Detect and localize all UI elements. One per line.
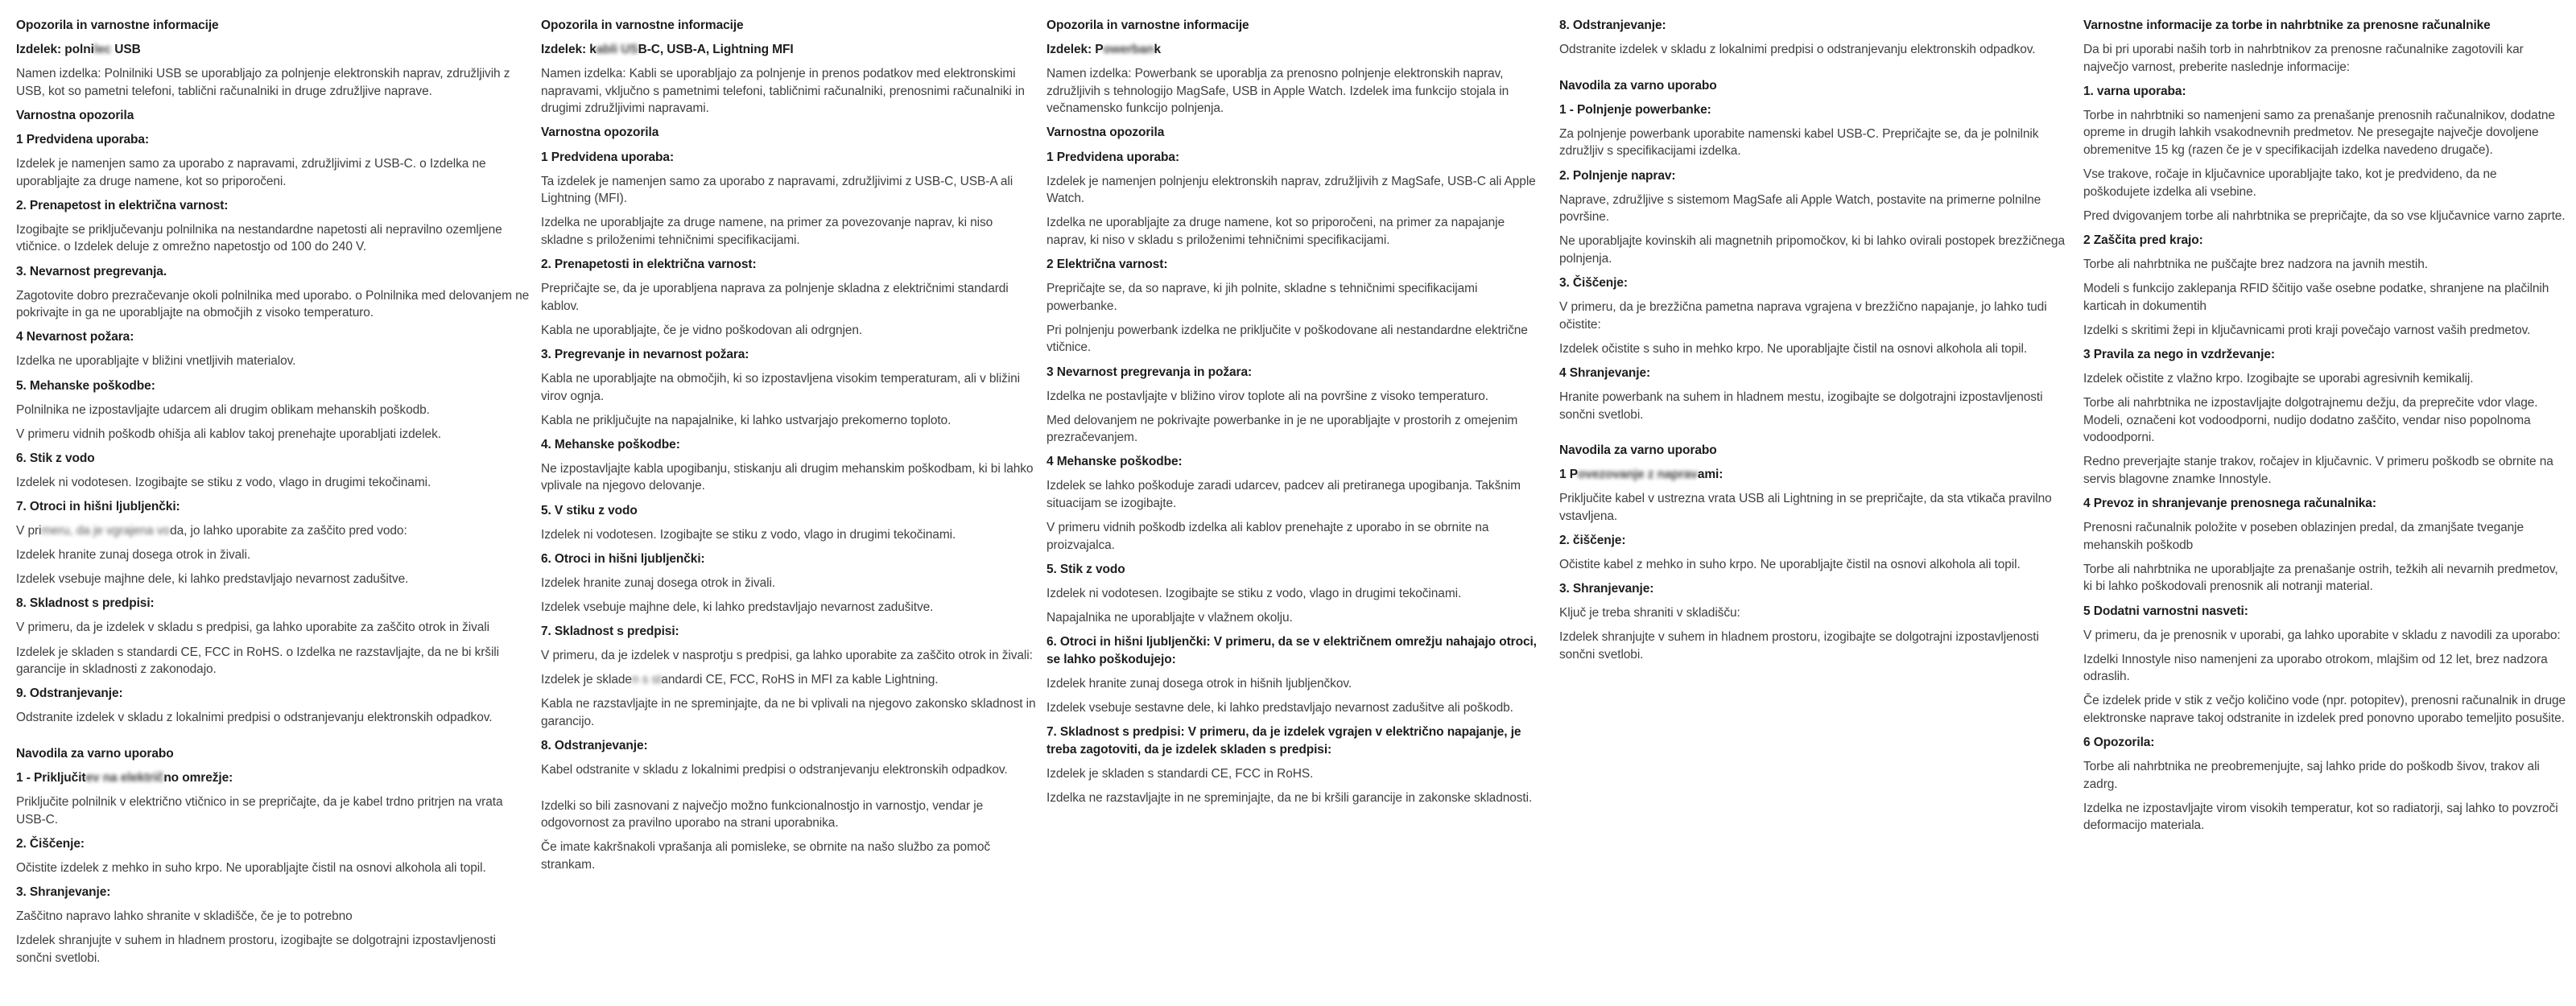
- section-heading: 5 Dodatni varnostni nasveti:: [2083, 604, 2248, 618]
- paragraph: Namen izdelka: Kabli se uporabljajo za polnjenje in prenos podatkov med elektronskimi napravami, vključno s pametnimi telefoni, tabličnimi računalniki, prenosnimi računalniki in drugimi združljivimi napravami.: [541, 67, 1025, 116]
- paragraph: Očistite izdelek z mehko in suho krpo. Ne uporabljajte čistil na osnovi alkohola ali topil.: [16, 860, 486, 875]
- section-heading: 5. Stik z vodo: [1046, 562, 1125, 576]
- section-heading: Varnostna opozorila: [1046, 126, 1165, 140]
- section-heading: Varnostna opozorila: [541, 126, 659, 140]
- section-heading: Opozorila in varnostne informacije: [16, 19, 219, 32]
- paragraph: Pred dvigovanjem torbe ali nahrbtnika se prepričajte, da so vse ključavnice varno zaprte.: [2083, 208, 2566, 223]
- blurred-text: owerban: [1103, 43, 1154, 57]
- paragraph: Če izdelek pride v stik z večjo količino vode (npr. potopitev), prenosni računalnik in druge elektronske naprave takoj odstranite in izdelek pred ponovno uporabo temeljito posušite.: [2083, 694, 2566, 725]
- section-heading: Izdelek: kabli USB-C, USB-A, Lightning MFI: [541, 43, 794, 57]
- paragraph: Izdelka ne uporabljajte za druge namene, kot so priporočeni, na primer za napajanje naprav, ki niso v skladu s priloženimi tehničnimi specifikacijami.: [1046, 216, 1505, 247]
- paragraph: Ključ je treba shraniti v skladišču:: [1559, 606, 1740, 621]
- paragraph: Prepričajte se, da je uporabljena naprava za polnjenje skladna z električnimi standardi kablov.: [541, 282, 1009, 313]
- section-heading: 8. Skladnost s predpisi:: [16, 596, 155, 611]
- section-heading: Izdelek: Powerbank: [1046, 43, 1162, 57]
- paragraph: Ta izdelek je namenjen samo za uporabo z napravami, združljivimi z USB-C, USB-A ali Lightning (MFI).: [541, 174, 1013, 206]
- paragraph: Izdelek je skladen s standardi CE, FCC, RoHS in MFI za kable Lightning.: [541, 673, 939, 687]
- paragraph: Redno preverjajte stanje trakov, ročajev in ključavnic. V primeru poškodb se obrnite na servis blagovne znamke Innostyle.: [2083, 455, 2553, 486]
- paragraph: Polnilnika ne izpostavljajte udarcem ali drugim oblikam mehanskih poškodb.: [16, 402, 430, 417]
- section-heading: 1 Predvidena uporaba:: [16, 132, 150, 146]
- paragraph: Namen izdelka: Polnilniki USB se uporabljajo za polnjenje elektronskih naprav, združljivih z USB, kot so pametni telefoni, tablični računalniki in druge združljive naprave.: [16, 67, 510, 98]
- paragraph: Izdelka ne uporabljajte za druge namene, na primer za povezovanje naprav, ki niso skladne s priloženimi tehničnimi specifikacijami.: [541, 216, 993, 247]
- section-heading: Opozorila in varnostne informacije: [541, 19, 744, 32]
- blurred-text: abli US: [596, 43, 638, 57]
- blurred-text: lec: [93, 43, 112, 57]
- paragraph: Kabla ne razstavljajte in ne spreminjajte, da ne bi vplivali na njegovo zakonsko skladnost in garancijo.: [541, 697, 1036, 728]
- blurred-text: meru, da je vgrajena vo: [41, 524, 171, 538]
- section-heading: Izdelek: polnilec USB: [16, 43, 141, 57]
- paragraph: V primeru vidnih poškodb izdelka ali kablov prenehajte z uporabo in se obrnite na proizvajalca.: [1046, 521, 1489, 552]
- paragraph: Ne izpostavljajte kabla upogibanju, stiskanju ali drugim mehanskim poškodbam, ki bi lahko vplivale na njegovo delovanje.: [541, 461, 1034, 493]
- paragraph: Izdelek očistite z vlažno krpo. Izogibajte se uporabi agresivnih kemikalij.: [2083, 372, 2474, 385]
- paragraph: Izdelek vsebuje majhne dele, ki lahko predstavljajo nevarnost zadušitve.: [16, 572, 409, 587]
- paragraph: Zagotovite dobro prezračevanje okoli polnilnika med uporabo. o Polnilnika med delovanjem ne pokrivajte in ga ne uporabljajte na območjih z visoko temperaturo.: [16, 288, 530, 320]
- section-heading: 8. Odstranjevanje:: [1559, 19, 1666, 32]
- paragraph: Torbe ali nahrbtnika ne preobremenjujte, saj lahko pride do poškodb šivov, trakov ali zadrg.: [2083, 760, 2540, 791]
- paragraph: Za polnjenje powerbank uporabite namenski kabel USB-C. Prepričajte se, da je polnilnik združljiv s specifikacijami izdelka.: [1559, 126, 2039, 159]
- blurred-text: ovezovanje z naprav: [1577, 468, 1698, 482]
- paragraph: Izdelek ni vodotesen. Izogibajte se stiku z vodo, vlago in drugimi tekočinami.: [541, 527, 956, 542]
- section-heading: 1 Predvidena uporaba:: [1046, 150, 1180, 164]
- paragraph: Izdelek hranite zunaj dosega otrok in hišnih ljubljenčkov.: [1046, 676, 1352, 691]
- paragraph: V primeru, da je vgrajena voda, jo lahko uporabite za zaščito pred vodo:: [16, 524, 407, 538]
- paragraph: Izdelek vsebuje sestavne dele, ki lahko predstavljajo nevarnost zadušitve ali poškodb.: [1046, 700, 1513, 715]
- section-heading: 2. čiščenje:: [1559, 534, 1626, 548]
- section-heading: 4. Mehanske poškodbe:: [541, 437, 680, 451]
- paragraph: Vse trakove, ročaje in ključavnice uporabljajte tako, kot je predvideno, da ne poškodujete izdelka ali vsebine.: [2083, 167, 2497, 199]
- paragraph: Izdelek hranite zunaj dosega otrok in živali.: [16, 548, 251, 563]
- section-heading: 3. Shranjevanje:: [16, 884, 111, 899]
- paragraph: V primeru, da je izdelek v nasprotju s predpisi, ga lahko uporabite za zaščito otrok in živali:: [541, 649, 1033, 663]
- paragraph: Izdelek je skladen s standardi CE, FCC in RoHS. o Izdelka ne razstavljajte, da ne bi kršili garancije in skladnosti z zakonodajo.: [16, 645, 499, 677]
- column-powerbank-info: [1046, 17, 1546, 814]
- paragraph: Izdelka ne razstavljajte in ne spreminjajte, da ne bi kršili garancije in zakonske skladnosti.: [1046, 790, 1533, 805]
- paragraph: Izdelek ni vodotesen. Izogibajte se stiku z vodo, vlago in drugimi tekočinami.: [1046, 586, 1462, 600]
- paragraph: Priključite kabel v ustrezna vrata USB ali Lightning in se prepričajte, da sta vtikača pravilno vstavljena.: [1559, 492, 2052, 523]
- paragraph: Namen izdelka: Powerbank se uporablja za prenosno polnjenje elektronskih naprav, združljivih s tehnologijo MagSafe, USB in Apple Watch. Izdelek ima funkcijo stojala in večnamensko funkcijo polnjenja.: [1046, 67, 1509, 116]
- paragraph: Izdelka ne postavljajte v bližino virov toplote ali na površine z visoko temperaturo.: [1046, 389, 1488, 403]
- paragraph: Izdelek hranite zunaj dosega otrok in živali.: [541, 575, 776, 590]
- paragraph: Izdelek očistite s suho in mehko krpo. Ne uporabljajte čistil na osnovi alkohola ali topil.: [1559, 341, 2028, 356]
- section-heading: 3. Čiščenje:: [1559, 276, 1628, 291]
- blurred-text: n s st: [631, 673, 662, 687]
- section-heading: 2. Prenapetost in električna varnost:: [16, 198, 229, 212]
- paragraph: Izdelki Innostyle niso namenjeni za uporabo otrokom, mlajšim od 12 let, brez nadzora odraslih.: [2083, 652, 2548, 684]
- section-heading: 6 Opozorila:: [2083, 736, 2155, 750]
- paragraph: Napajalnika ne uporabljajte v vlažnem okolju.: [1046, 611, 1293, 625]
- paragraph: Izdelek se lahko poškoduje zaradi udarcev, padcev ali pretiranega upogibanja. Takšnim situacijam se izogibajte.: [1046, 479, 1521, 511]
- paragraph: Da bi pri uporabi naših torb in nahrbtnikov za prenosne računalnike zagotovili kar največjo varnost, preberite naslednje informacije:: [2083, 43, 2524, 74]
- section-heading: 2. Čiščenje:: [16, 836, 85, 851]
- section-heading: Navodila za varno uporabo: [16, 746, 174, 761]
- paragraph: Izdelka ne uporabljajte v bližini vnetljivih materialov.: [16, 354, 296, 369]
- paragraph: Izdelki s skritimi žepi in ključavnicami proti kraji povečajo varnost vaših predmetov.: [2083, 323, 2531, 337]
- paragraph: Torbe ali nahrbtnika ne uporabljajte za prenašanje ostrih, težkih ali nevarnih predmetov, ki bi lahko poškodovali prenosnik ali notranji material.: [2083, 562, 2558, 594]
- section-heading: Navodila za varno uporabo: [1559, 443, 1717, 458]
- section-heading: 8. Odstranjevanje:: [541, 739, 648, 752]
- section-heading: Opozorila in varnostne informacije: [1046, 19, 1249, 32]
- column-usb-charger-info: [16, 17, 531, 974]
- section-heading: 3 Nevarnost pregrevanja in požara:: [1046, 365, 1253, 379]
- paragraph: Kabla ne uporabljajte na območjih, ki so izpostavljena visokim temperaturam, ali v bližini virov ognja.: [541, 372, 1020, 403]
- paragraph: V primeru vidnih poškodb ohišja ali kablov takoj prenehajte uporabljati izdelek.: [16, 427, 441, 441]
- section-heading: 3. Shranjevanje:: [1559, 582, 1654, 596]
- section-heading: 3. Pregrevanje in nevarnost požara:: [541, 347, 749, 361]
- paragraph: Zaščitno napravo lahko shranite v skladišče, če je to potrebno: [16, 909, 353, 924]
- section-heading: 1 Povezovanje z napravami:: [1559, 468, 1724, 482]
- paragraph: Pri polnjenju powerbank izdelka ne priključite v poškodovane ali nestandardne električne vtičnice.: [1046, 323, 1528, 355]
- paragraph: Očistite kabel z mehko in suho krpo. Ne uporabljajte čistil na osnovi alkohola ali topil.: [1559, 558, 2021, 572]
- paragraph: Če imate kakršnakoli vprašanja ali pomisleke, se obrnite na našo službo za pomoč strankam.: [541, 840, 991, 872]
- section-heading: 1 - Priključitev na električno omrežje:: [16, 771, 233, 785]
- section-heading: 1 Predvidena uporaba:: [541, 150, 675, 164]
- section-heading: 4 Nevarnost požara:: [16, 330, 134, 344]
- paragraph: Prepričajte se, da so naprave, ki jih polnite, skladne s tehničnimi specifikacijami powerbanke.: [1046, 282, 1478, 313]
- paragraph: Naprave, združljive s sistemom MagSafe ali Apple Watch, postavite na primerne polnilne površine.: [1559, 192, 2041, 225]
- paragraph: Torbe ali nahrbtnika ne puščajte brez nadzora na javnih mestih.: [2083, 258, 2428, 272]
- paragraph: Izdelki so bili zasnovani z največjo možno funkcionalnostjo in varnostjo, vendar je odgovornost za pravilno uporabo na strani uporabnika.: [541, 798, 984, 831]
- paragraph: Izdelek shranjujte v suhem in hladnem prostoru, izogibajte se dolgotrajni izpostavljenosti sončni svetlobi.: [1559, 630, 2039, 662]
- paragraph: Izogibajte se priključevanju polnilnika na nestandardne napetosti ali nepravilno ozemljene vtičnice. o Izdelek deluje z omrežno napetostjo od 100 do 240 V.: [16, 222, 502, 254]
- section-heading: 2. Prenapetosti in električna varnost:: [541, 258, 757, 272]
- paragraph: Torbe in nahrbtniki so namenjeni samo za prenašanje prenosnih računalnikov, dodatne opreme in drugih lahkih vsakodnevnih predmetov. Ne presegajte največje dovoljene obremenitve 15 kg (razen če je v specifikacijah izdelka navedeno drugače).: [2083, 108, 2555, 158]
- section-heading: 4 Shranjevanje:: [1559, 365, 1651, 380]
- section-heading: Varnostna opozorila: [16, 108, 134, 122]
- section-heading: 5. V stiku z vodo: [541, 503, 638, 517]
- paragraph: Prenosni računalnik položite v poseben oblazinjen predal, da zmanjšate tveganje mehanskih poškodb: [2083, 521, 2524, 552]
- section-heading: 3 Pravila za nego in vzdrževanje:: [2083, 347, 2275, 361]
- section-heading: 2 Električna varnost:: [1046, 258, 1168, 272]
- section-heading: 5. Mehanske poškodbe:: [16, 378, 155, 393]
- paragraph: V primeru, da je izdelek v skladu s predpisi, ga lahko uporabite za zaščito otrok in živali: [16, 621, 489, 635]
- paragraph: Kabla ne priključujte na napajalnike, ki lahko ustvarjajo prekomerno toploto.: [541, 413, 952, 427]
- section-heading: 3. Nevarnost pregrevanja.: [16, 264, 167, 278]
- section-heading: 7. Skladnost s predpisi: V primeru, da je izdelek vgrajen v električno napajanje, je treba zagotoviti, da je izdelek skladen s predpisi:: [1046, 725, 1521, 757]
- paragraph: Izdelka ne izpostavljajte virom visokih temperatur, kot so radiatorji, saj lahko to povzroči deformacijo materiala.: [2083, 801, 2558, 833]
- column-usage-instructions: [1559, 17, 2068, 670]
- paragraph: Izdelek je skladen s standardi CE, FCC in RoHS.: [1046, 766, 1314, 781]
- paragraph: Izdelek je namenjen polnjenju elektronskih naprav, združljivih z MagSafe, USB-C ali Apple Watch.: [1046, 174, 1536, 206]
- paragraph: Priključite polnilnik v električno vtičnico in se prepričajte, da je kabel trdno pritrjen na vrata USB-C.: [16, 795, 503, 827]
- section-heading: 6. Stik z vodo: [16, 451, 95, 465]
- paragraph: Kabel odstranite v skladu z lokalnimi predpisi o odstranjevanju elektronskih odpadkov.: [541, 763, 1008, 777]
- paragraph: Izdelek vsebuje majhne dele, ki lahko predstavljajo nevarnost zadušitve.: [541, 600, 934, 614]
- column-laptop-bag-info: [2083, 17, 2566, 842]
- section-heading: 6. Otroci in hišni ljubljenčki:: [541, 551, 705, 566]
- paragraph: Ne uporabljajte kovinskih ali magnetnih pripomočkov, ki bi lahko ovirali postopek brezžičnega polnjenja.: [1559, 234, 2065, 266]
- column-cable-info: [541, 17, 1036, 880]
- paragraph: Izdelek je namenjen samo za uporabo z napravami, združljivimi z USB-C. o Izdelka ne uporabljajte za druge namene, kot so priporočeni.: [16, 157, 486, 188]
- section-heading: 1 - Polnjenje powerbanke:: [1559, 102, 1711, 117]
- section-heading: Navodila za varno uporabo: [1559, 78, 1717, 93]
- section-heading: 1. varna uporaba:: [2083, 84, 2186, 98]
- paragraph: Med delovanjem ne pokrivajte powerbanke in je ne uporabljajte v prostorih z omejenim prezračevanjem.: [1046, 413, 1518, 445]
- section-heading: 2 Zaščita pred krajo:: [2083, 233, 2203, 247]
- section-heading: 4 Prevoz in shranjevanje prenosnega računalnika:: [2083, 497, 2376, 511]
- paragraph: Hranite powerbank na suhem in hladnem mestu, izogibajte se dolgotrajni izpostavljenosti sončni svetlobi.: [1559, 390, 2043, 422]
- paragraph: Odstranite izdelek v skladu z lokalnimi predpisi o odstranjevanju elektronskih odpadkov.: [16, 711, 493, 725]
- section-heading: 9. Odstranjevanje:: [16, 686, 123, 701]
- section-heading: 7. Otroci in hišni ljubljenčki:: [16, 499, 180, 513]
- paragraph: V primeru, da je prenosnik v uporabi, ga lahko uporabite v skladu z navodili za uporabo:: [2083, 628, 2561, 642]
- section-heading: 2. Polnjenje naprav:: [1559, 168, 1676, 183]
- paragraph: Modeli s funkcijo zaklepanja RFID ščitijo vaše osebne podatke, shranjene na plačilnih karticah in dokumentih: [2083, 282, 2549, 313]
- section-heading: 4 Mehanske poškodbe:: [1046, 455, 1183, 469]
- section-heading: Varnostne informacije za torbe in nahrbtnike za prenosne računalnike: [2083, 19, 2491, 32]
- section-heading: 7. Skladnost s predpisi:: [541, 625, 679, 639]
- paragraph: Torbe ali nahrbtnika ne izpostavljajte dolgotrajnemu dežju, da preprečite vdor vlage. Modeli, označeni kot vodoodporni, nudijo dodatno zaščito, vendar niso popolnoma vodoodporni.: [2083, 396, 2538, 445]
- blurred-text: ev na električ: [85, 771, 164, 785]
- section-heading: 6. Otroci in hišni ljubljenčki: V primeru, da se v električnem omrežju nahajajo otroci, se lahko poškodujejo:: [1046, 635, 1537, 666]
- paragraph: Izdelek ni vodotesen. Izogibajte se stiku z vodo, vlago in drugimi tekočinami.: [16, 475, 431, 489]
- paragraph: Kabla ne uporabljajte, če je vidno poškodovan ali odrgnjen.: [541, 323, 863, 337]
- paragraph: Izdelek shranjujte v suhem in hladnem prostoru, izogibajte se dolgotrajni izpostavljenosti sončni svetlobi.: [16, 934, 496, 965]
- paragraph: V primeru, da je brezžična pametna naprava vgrajena v brezžično napajanje, jo lahko tudi očistite:: [1559, 300, 2047, 332]
- paragraph: Odstranite izdelek v skladu z lokalnimi predpisi o odstranjevanju elektronskih odpadkov.: [1559, 43, 2036, 57]
